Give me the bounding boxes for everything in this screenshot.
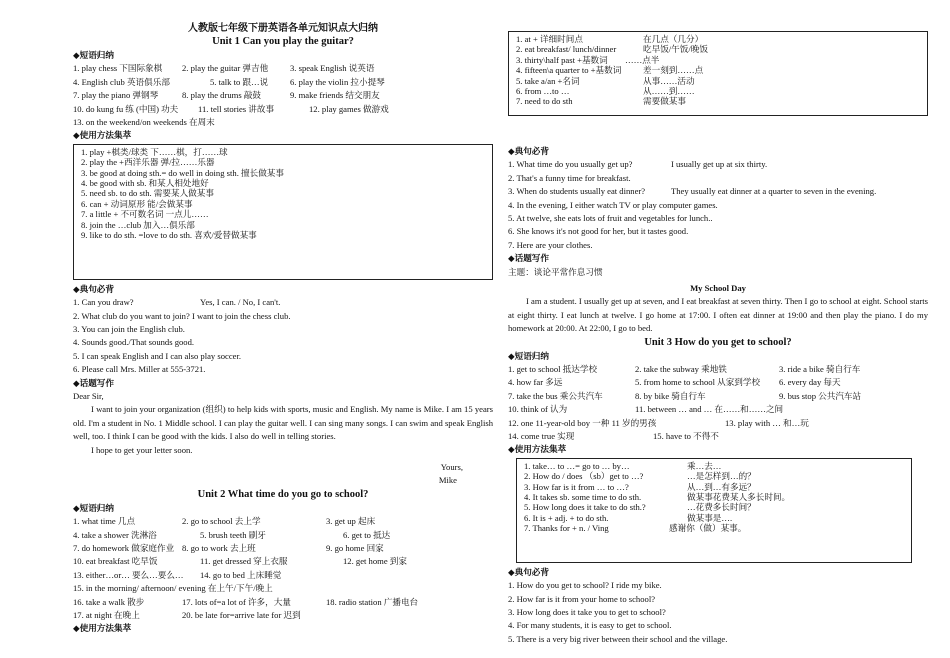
usage-meaning: 做某事是…. <box>687 512 733 523</box>
sentence-row <box>508 212 928 225</box>
phrase: 1. get to school 抵达学校 <box>508 363 598 374</box>
usage-line <box>516 86 920 96</box>
phrase: 4. English club 英语俱乐部 <box>73 76 170 87</box>
phrase: 15. in the morning/ afternoon/ evening 在上午/下午/晚上 <box>73 583 273 594</box>
sentence-row: 3. How long does it take you to get to school? <box>508 606 666 617</box>
usage-line <box>516 34 920 44</box>
phrase: 16. take a walk 散步 <box>73 596 145 607</box>
sentence: 6. Please call Mrs. Miller at 555-3721. <box>73 364 206 375</box>
usage-line: 6. can + 动词原形 能/会做某事 <box>81 198 193 209</box>
sentence: 1. Can you draw? <box>73 297 134 308</box>
sentence-row <box>73 350 493 363</box>
phrase: 6. every day 每天 <box>779 377 841 388</box>
phrase: 5. from home to school 从家到学校 <box>635 377 761 388</box>
unit1-usage-heading: ◆使用方法集萃 <box>73 130 132 141</box>
sentence-row: 5. There is a very big river between their school and the village. <box>508 633 728 644</box>
letter-closing: Yours, <box>440 461 463 472</box>
phrase: 5. brush teeth 刷牙 <box>200 529 266 540</box>
unit1-sentences-heading: ◆典句必背 <box>73 283 114 294</box>
unit1-title: Unit 1 Can you play the guitar? <box>212 36 354 47</box>
usage-line <box>524 502 904 512</box>
phrase: 18. radio station 广播电台 <box>326 596 419 607</box>
sentence-row <box>508 239 928 252</box>
sentence: 4. In the evening, I either watch TV or play computer games. <box>508 199 718 210</box>
sentence-row: 1. How do you get to school? I ride my bike. <box>508 580 662 591</box>
sentence-row: 4. For many students, it is easy to get to school. <box>508 620 672 631</box>
usage-line: 9. like to do sth. =love to do sth. 喜欢/爱替做某事 <box>81 229 257 240</box>
sentence: Yes, I can. / No, I can't. <box>200 297 281 308</box>
sentence-row <box>73 336 493 349</box>
phrase: 13. either…or… 要么…要么… <box>73 569 184 580</box>
usage-term: 6. from …to … <box>516 85 570 96</box>
usage-meaning: …是怎样到…的？ <box>687 471 756 482</box>
sentence-row <box>73 363 493 376</box>
phrase: 13. on the weekend/on weekends 在周末 <box>73 116 215 127</box>
phrase: 17. lots of=a lot of 许多，大量 <box>182 596 291 607</box>
phrase-row <box>508 376 928 389</box>
phrase: 3. get up 起床 <box>326 516 376 527</box>
letter-greeting: Dear Sir, <box>73 390 104 401</box>
phrase-row <box>73 89 493 102</box>
usage-meaning: 差一刻到……点 <box>643 65 704 76</box>
phrase: 3. ride a bike 骑自行车 <box>779 363 861 374</box>
phrase: 12. get home 到家 <box>343 556 407 567</box>
phrase-row <box>73 103 493 116</box>
sentence-row <box>508 185 928 198</box>
usage-meaning: 从……到…… <box>643 85 695 96</box>
left-column <box>73 22 493 636</box>
sentence-row: 2. How far is it from your home to school? <box>508 593 656 604</box>
usage-line <box>516 65 920 75</box>
unit2-writing-heading: ◆话题写作 <box>508 253 549 264</box>
phrase: 17. at night 在晚上 <box>73 609 140 620</box>
usage-line <box>516 44 920 54</box>
unit2-title: Unit 2 What time do you go to school? <box>197 488 369 500</box>
phrase-row <box>508 430 928 443</box>
sentence-row <box>73 310 493 323</box>
phrase-row <box>508 390 928 403</box>
phrase-row <box>73 582 493 595</box>
phrase: 3. speak English 说英语 <box>290 63 375 74</box>
phrase-row <box>73 596 493 609</box>
right-column <box>508 30 928 646</box>
phrase-row <box>73 555 493 568</box>
usage-line <box>516 55 920 65</box>
phrase: 12. play games 做游戏 <box>309 103 389 114</box>
usage-term: 4. It takes sb. some time to do sth. <box>524 491 642 502</box>
phrase: 6. get to 抵达 <box>343 529 391 540</box>
phrase-row <box>508 403 928 416</box>
unit2-usage-heading: ◆使用方法集萃 <box>73 623 132 634</box>
usage-term: 2. How do / does （sb）get to …? <box>524 471 644 482</box>
phrase-row <box>73 116 493 129</box>
usage-line: 2. play the +西洋乐器 弹/拉……乐器 <box>81 157 215 168</box>
sentence: 5. At twelve, she eats lots of fruit and vegetables for lunch.. <box>508 212 713 223</box>
sentence: 2. What club do you want to join? I want to join the chess club. <box>73 310 291 321</box>
phrase-row <box>73 515 493 528</box>
usage-term: 3. thirty\half past +基数词 <box>516 54 608 65</box>
usage-meaning: 从事……活动 <box>643 75 695 86</box>
phrase-row <box>73 569 493 582</box>
usage-term: 4. fifteen\a quarter to +基数词 <box>516 65 622 76</box>
usage-line: 1. play +棋类/球类 下……棋，打……球 <box>81 146 228 157</box>
usage-term: 7. Thanks for + n. / Ving <box>524 523 609 534</box>
sentence: 7. Here are your clothes. <box>508 239 593 250</box>
usage-meaning: 吃早饭/午饭/晚饭 <box>643 44 708 55</box>
unit2-phrases <box>73 515 493 622</box>
usage-term: 6. It is + adj. + to do sth. <box>524 512 609 523</box>
usage-line <box>524 461 904 471</box>
phrase-row <box>73 529 493 542</box>
sentence-row <box>508 172 928 185</box>
usage-term: 2. eat breakfast/ lunch/dinner <box>516 44 617 55</box>
phrase: 7. play the piano 弹钢琴 <box>73 90 159 101</box>
usage-term: 5. How long does it take to do sth.? <box>524 502 646 513</box>
phrase: 10. eat breakfast 吃早饭 <box>73 556 158 567</box>
phrase: 11. get dressed 穿上衣服 <box>200 556 288 567</box>
unit3-usage-box <box>516 458 912 563</box>
phrase: 14. come true 实现 <box>508 430 575 441</box>
sentence-row <box>73 296 493 309</box>
phrase: 9. make friends 结交朋友 <box>290 90 380 101</box>
phrase-row <box>73 542 493 555</box>
usage-line: 3. be good at doing sth.= do well in doing sth. 擅长做某事 <box>81 167 284 178</box>
sentence-row <box>508 225 928 238</box>
unit2-usage-box <box>508 31 928 116</box>
usage-term: 1. take… to …= go to … by… <box>524 460 630 471</box>
usage-term: 7. need to do sth <box>516 96 573 107</box>
usage-line <box>516 96 920 106</box>
usage-meaning: 做某事花费某人多长时间。 <box>687 491 791 502</box>
phrase: 1. what time 几点 <box>73 516 136 527</box>
unit1-usage-box <box>73 144 493 280</box>
phrase: 4. take a shower 洗淋浴 <box>73 529 157 540</box>
phrase: 14. go to bed 上床睡觉 <box>200 569 282 580</box>
sentence: 6. She knows it's not good for her, but it tastes good. <box>508 226 689 237</box>
usage-meaning: …花费多长时间？ <box>687 502 756 513</box>
document-title: 人教版七年级下册英语各单元知识点大归纳 <box>188 23 378 34</box>
sentence: 3. When do students usually eat dinner? <box>508 186 646 197</box>
phrase: 11. tell stories 讲故事 <box>198 103 275 114</box>
unit3-usage-heading: ◆使用方法集萃 <box>508 444 567 455</box>
phrase: 13. play with … 和…玩 <box>725 417 809 428</box>
phrase: 8. play the drums 敲鼓 <box>182 90 262 101</box>
phrase: 10. think of 认为 <box>508 404 568 415</box>
phrase: 5. talk to 跟…说 <box>210 76 269 87</box>
sentence-row <box>508 158 928 171</box>
sentence: I usually get up at six thirty. <box>671 159 768 170</box>
usage-line: 8. join the …club 加入…俱乐部 <box>81 219 195 230</box>
usage-line <box>524 471 904 481</box>
phrase: 2. take the subway 乘地铁 <box>635 363 727 374</box>
phrase: 8. go to work 去上班 <box>182 542 256 553</box>
sentence: They usually eat dinner at a quarter to seven in the evening. <box>671 186 877 197</box>
usage-meaning: 在几点（几分） <box>643 34 704 44</box>
phrase: 9. bus stop 公共汽车站 <box>779 390 862 401</box>
phrase: 4. how far 多远 <box>508 377 563 388</box>
phrase: 2. go to school 去上学 <box>182 516 261 527</box>
usage-meaning: 需要做某事 <box>643 96 686 107</box>
letter-hope: I hope to get your letter soon. <box>91 444 193 455</box>
usage-meaning: 乘…去… <box>687 460 722 471</box>
phrase: 12. one 11-year-old boy 一种 11 岁的男孩 <box>508 417 657 428</box>
essay-body: I am a student. I usually get up at seven, and I eat breakfast at seven thirty. Then I go to school at eight. School starts at eight thirty. I eat lunch at twelve. I go home at 17:00. I often eat dinner at 19:00 and then play the piano. I do my homework at 20:00. At 22:00, I go to bed. <box>508 296 928 334</box>
usage-meaning: ……点半 <box>625 54 660 65</box>
unit2-phrases-heading: ◆短语归纳 <box>73 502 114 513</box>
phrase: 8. by bike 骑自行车 <box>635 390 706 401</box>
phrase: 9. go home 回家 <box>326 542 384 553</box>
phrase: 1. play chess 下国际象棋 <box>73 63 163 74</box>
phrase-row <box>508 417 928 430</box>
letter-body: I want to join your organization (组织) to help kids with sports, music and English. My name is Mike. I am 15 years old. I'm a student in No. 1 Middle school. I can play the guitar well. I can sing many songs. I can swim and speak English well, too. I think I can be good with the kids. I also do well in telling stories. <box>73 404 493 442</box>
phrase-row <box>73 62 493 75</box>
phrase: 10. do kung fu 练 (中国) 功夫 <box>73 103 179 114</box>
sentence-row <box>73 323 493 336</box>
sentence: 4. Sounds good./That sounds good. <box>73 337 195 348</box>
phrase: 11. between … and … 在……和……之间 <box>635 404 784 415</box>
phrase-row <box>508 363 928 376</box>
sentence: 1. What time do you usually get up? <box>508 159 633 170</box>
phrase-row <box>73 609 493 622</box>
usage-line: 4. be good with sb. 和某人相处地好 <box>81 177 209 188</box>
phrase: 2. play the guitar 弹吉他 <box>182 63 269 74</box>
phrase: 6. play the violin 拉小提琴 <box>290 76 385 87</box>
usage-meaning: 从…到…有多远？ <box>687 481 756 492</box>
usage-line: 7. a little + 不可数名词 一点儿…… <box>81 209 209 220</box>
sentence: 5. I can speak English and I can also play soccer. <box>73 350 241 361</box>
usage-term: 1. at + 详细时间点 <box>516 34 583 44</box>
usage-line <box>524 482 904 492</box>
unit1-writing-heading: ◆话题写作 <box>73 377 114 388</box>
usage-line <box>524 513 904 523</box>
unit3-title: Unit 3 How do you get to school? <box>644 336 792 348</box>
usage-line <box>516 76 920 86</box>
unit3-sentences-heading: ◆典句必背 <box>508 566 549 577</box>
phrase: 20. be late for=arrive late for 迟到 <box>182 609 301 620</box>
essay-title: My School Day <box>690 282 746 293</box>
unit3-phrases-heading: ◆短语归纳 <box>508 350 549 361</box>
usage-line <box>524 492 904 502</box>
usage-meaning: 感谢你（做）某事。 <box>669 523 747 534</box>
letter-signature: Mike <box>438 475 457 486</box>
phrase: 7. do homework 做家庭作业 <box>73 542 175 553</box>
phrase: 7. take the bus 乘公共汽车 <box>508 390 603 401</box>
writing-topic: 主题：谈论平常作息习惯 <box>508 266 603 277</box>
sentence: 3. You can join the English club. <box>73 323 185 334</box>
unit1-phrases <box>73 62 493 129</box>
unit1-sentences <box>73 296 493 376</box>
usage-term: 3. How far is it from … to …? <box>524 481 629 492</box>
usage-line <box>524 523 904 533</box>
unit2-sentences-heading: ◆典句必背 <box>508 146 549 156</box>
unit1-phrases-heading: ◆短语归纳 <box>73 50 114 60</box>
sentence: 2. That's a funny time for breakfast. <box>508 172 631 183</box>
usage-term: 5. take a/an +名词 <box>516 75 580 86</box>
phrase: 15. have to 不得不 <box>653 430 719 441</box>
sentence-row <box>508 199 928 212</box>
usage-line: 5. need sb. to do sth. 需要某人做某事 <box>81 188 214 199</box>
phrase-row <box>73 76 493 89</box>
